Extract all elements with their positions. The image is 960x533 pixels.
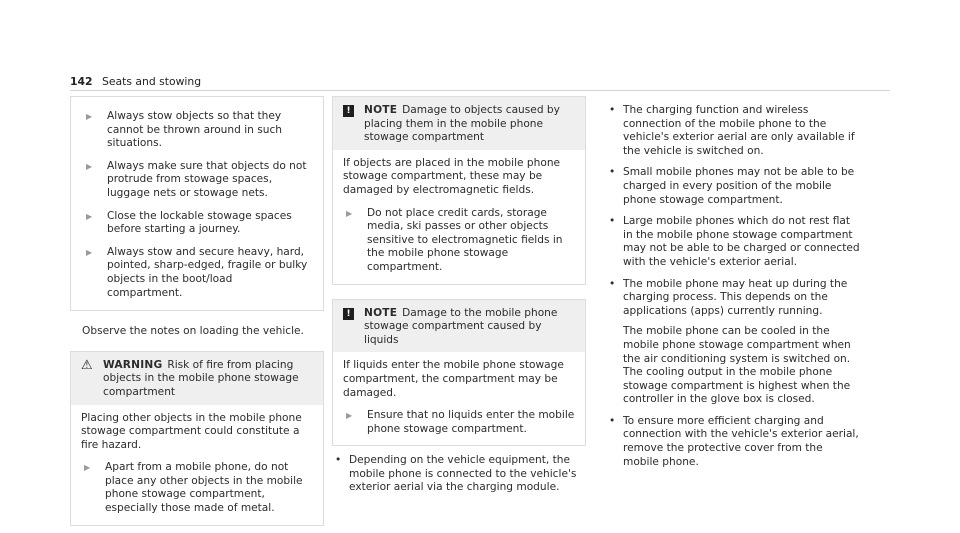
note-header [333, 300, 585, 353]
note-box-1 [332, 96, 586, 285]
instruction-box [70, 96, 324, 311]
step-text: Do not place credit cards, storage media, ski passes or other objects sensitive to electromagnetic fields in the mobile phone stowage compartment. [367, 206, 563, 273]
bullet-dot-icon: • [609, 277, 616, 290]
note-exclamation-icon: ! [343, 308, 354, 320]
note-title: Damage to the mobile phone stowage compartment caused by liquids [364, 306, 558, 346]
page-header [70, 75, 201, 89]
instruction-step [83, 246, 311, 300]
instruction-step [83, 110, 311, 151]
note-keyword: NOTE [364, 306, 398, 319]
instruction-step [83, 160, 311, 201]
list-item-text: The mobile phone may heat up during the charging process. This depends on the applications (apps) currently running. [623, 277, 848, 317]
list-item [606, 215, 860, 269]
bullet-dot-icon: • [609, 166, 616, 179]
step-arrow-icon: ▶ [84, 463, 91, 473]
note-title: Damage to objects caused by placing them in the mobile phone stowage compartment [364, 104, 560, 144]
column-2 [332, 96, 586, 495]
list-item [606, 278, 860, 407]
step-text: Always stow objects so that they cannot be thrown around in such situations. [107, 110, 282, 150]
list-item-text: To ensure more efficient charging and connection with the vehicle's exterior aerial, remove the protective cover from the mobile phone. [623, 414, 859, 468]
step-arrow-icon: ▶ [346, 411, 353, 421]
step-text: Ensure that no liquids enter the mobile phone stowage compartment. [367, 409, 575, 435]
column-1 [70, 96, 324, 526]
note-step [343, 409, 575, 436]
column-3 [606, 96, 860, 469]
list-item [332, 454, 586, 495]
note-keyword: NOTE [364, 104, 398, 116]
warning-triangle-icon: ⚠ [81, 357, 93, 373]
list-item-text: The charging function and wireless connection of the mobile phone to the vehicle's exterior aerial are only available if the vehicle is switched on. [623, 104, 855, 157]
list-item [606, 166, 860, 207]
step-text: Close the lockable stowage spaces before starting a journey. [107, 209, 292, 236]
note-body [333, 150, 585, 284]
note-box-2 [332, 299, 586, 447]
bullet-list [332, 454, 586, 495]
list-item-subtext: The mobile phone can be cooled in the mobile phone stowage compartment when the air conditioning system is switched on. The cooling output in the mobile phone stowage compartment is highest when the controller in the glove box is closed. [623, 325, 851, 406]
bullet-dot-icon: • [609, 215, 616, 228]
note-body [333, 352, 585, 445]
warning-body [71, 405, 323, 525]
observe-notes-text: Observe the notes on loading the vehicle. [82, 325, 304, 338]
list-item-text: Small mobile phones may not be able to be charged in every position of the mobile phone stowage compartment. [623, 166, 855, 206]
warning-title: Risk of fire from placing objects in the mobile phone stowage compartment [103, 358, 299, 398]
warning-text: Placing other objects in the mobile phone stowage compartment could constitute a fire hazard. [81, 411, 302, 451]
step-arrow-icon: ▶ [346, 208, 353, 218]
note-step [343, 207, 575, 275]
step-text: Always make sure that objects do not protrude from stowage spaces, luggage nets or stowage nets. [107, 159, 307, 199]
warning-step [81, 461, 313, 515]
list-item-text: Large mobile phones which do not rest flat in the mobile phone stowage compartment may not be able to be charged or connected with the vehicle's exterior aerial. [623, 215, 860, 268]
note-exclamation-icon: ! [343, 105, 354, 117]
warning-keyword: WARNING [103, 358, 163, 371]
note-text: If liquids enter the mobile phone stowage compartment, the compartment may be damaged. [343, 359, 564, 399]
bullet-list [606, 104, 860, 469]
instruction-step [83, 210, 311, 237]
note-header [333, 97, 585, 150]
warning-header [71, 352, 323, 405]
step-arrow-icon: ▶ [86, 112, 93, 121]
step-text: Apart from a mobile phone, do not place any other objects in the mobile phone stowage compartment, especially those made of metal. [105, 461, 303, 515]
bullet-dot-icon: • [335, 454, 342, 467]
list-item-text: Depending on the vehicle equipment, the mobile phone is connected to the vehicle's exterior aerial via the charging module. [349, 454, 577, 494]
bullet-dot-icon: • [609, 104, 616, 116]
list-item [606, 415, 860, 469]
bullet-dot-icon: • [609, 414, 616, 427]
step-arrow-icon: ▶ [86, 247, 93, 257]
warning-box [70, 351, 324, 526]
step-arrow-icon: ▶ [86, 161, 93, 171]
note-text: If objects are placed in the mobile phone stowage compartment, these may be damaged by electromagnetic fields. [343, 156, 561, 196]
step-text: Always stow and secure heavy, hard, pointed, sharp-edged, fragile or bulky objects in the boot/load compartment. [107, 245, 308, 299]
step-arrow-icon: ▶ [86, 211, 93, 221]
list-item [606, 104, 860, 158]
page-number: 142 [70, 75, 93, 88]
section-title: Seats and stowing [101, 75, 202, 88]
header-divider [70, 90, 890, 91]
